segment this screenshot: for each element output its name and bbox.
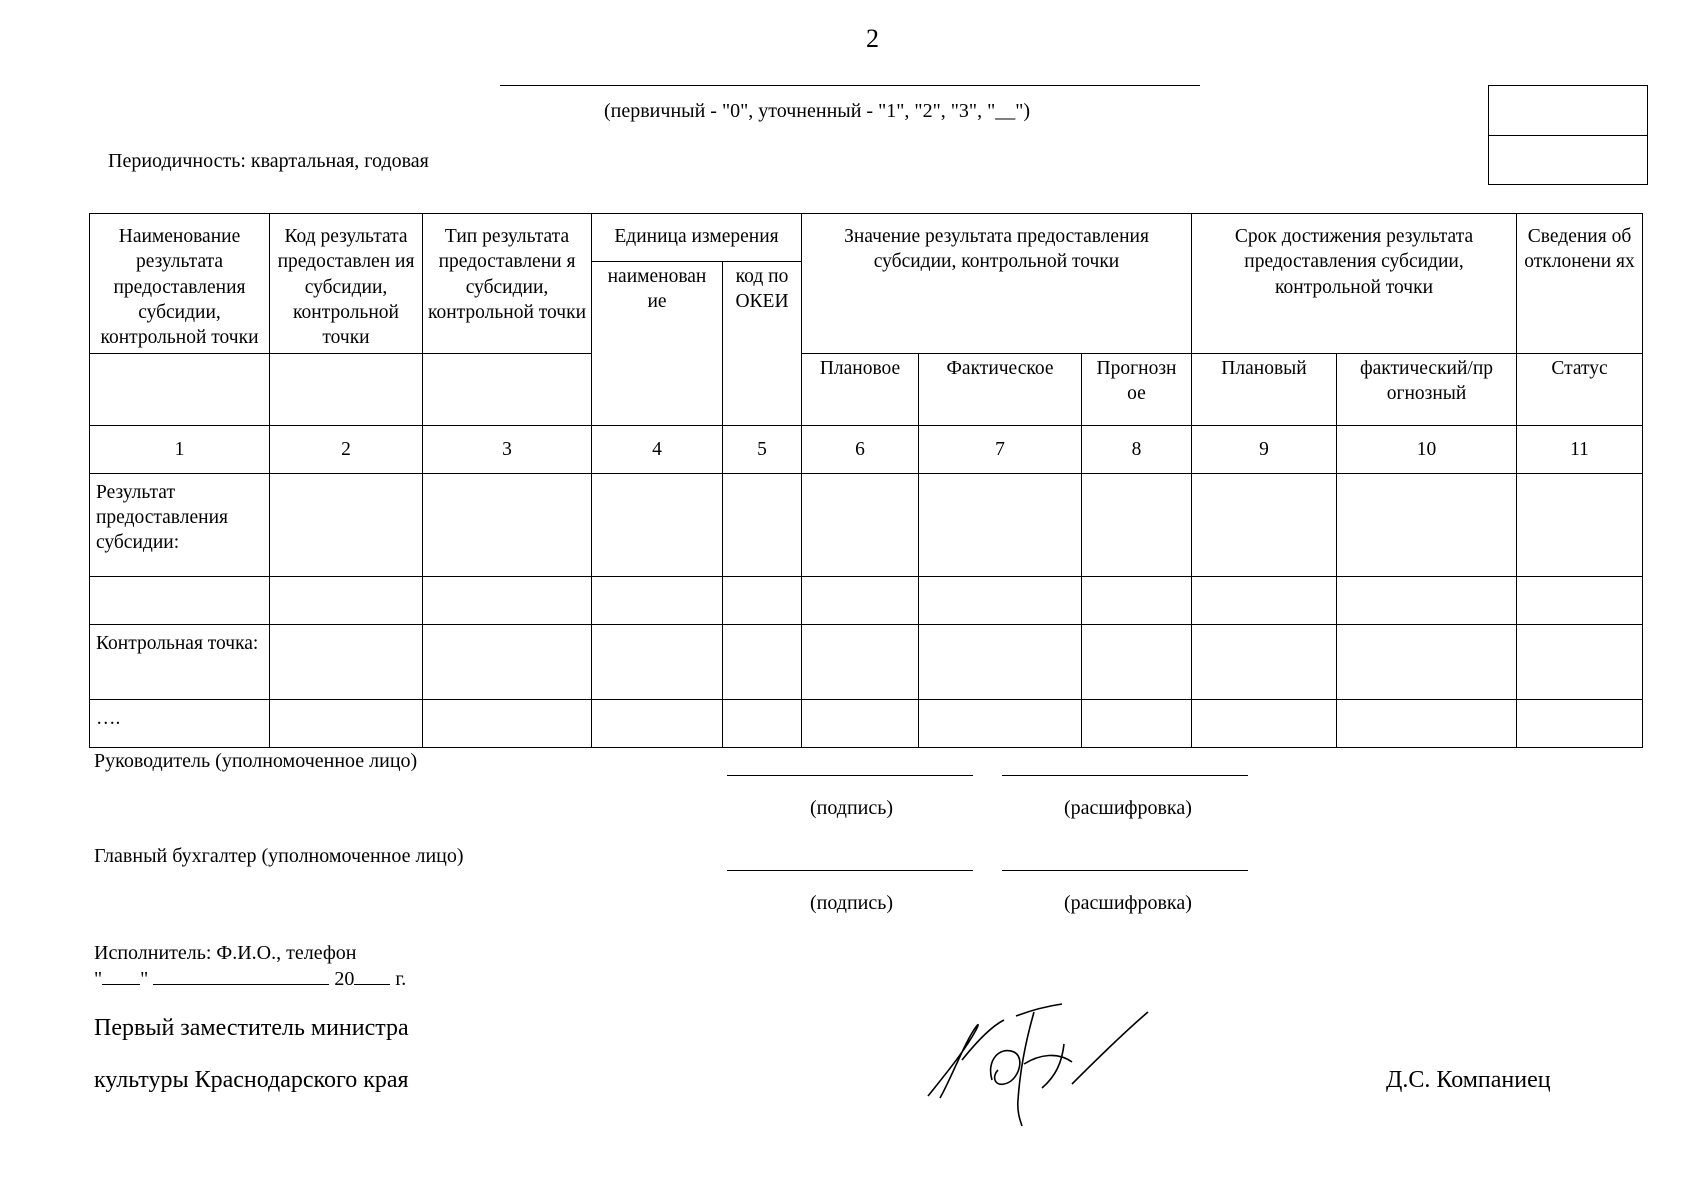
accountant-signature-caption: (подпись) [810, 892, 894, 914]
form-title-line [500, 85, 1200, 86]
header-unit-okei: код по ОКЕИ [723, 262, 802, 426]
header-value-planned: Плановое [802, 353, 919, 425]
column-number: 3 [423, 425, 592, 473]
table-cell [1082, 699, 1192, 747]
row-label-result: Результат предоставления субсидии: [90, 473, 270, 576]
table-cell [1517, 473, 1643, 576]
table-cell [1192, 473, 1337, 576]
table-cell [919, 473, 1082, 576]
table-cell [1192, 699, 1337, 747]
accountant-signature-line [727, 870, 973, 871]
header-deviation: Сведения об отклонени ях [1517, 214, 1643, 354]
column-number: 10 [1337, 425, 1517, 473]
table-cell [1517, 624, 1643, 699]
header-blank [423, 353, 592, 425]
header-deviation-status: Статус [1517, 353, 1643, 425]
table-cell [802, 576, 919, 624]
date-year-suffix: г. [395, 968, 407, 990]
header-deadline-actual: фактический/пр огнозный [1337, 353, 1517, 425]
table-cell [1082, 473, 1192, 576]
table-cell [592, 473, 723, 576]
code-cell [1489, 135, 1647, 184]
table-cell [723, 699, 802, 747]
column-number: 2 [270, 425, 423, 473]
table-cell [270, 624, 423, 699]
table-cell [1337, 576, 1517, 624]
date-month-blank [153, 966, 329, 985]
table-cell [270, 699, 423, 747]
table-cell [802, 699, 919, 747]
row-label-more: …. [90, 699, 270, 747]
accountant-decoding-line [1002, 870, 1248, 871]
table-cell [1517, 699, 1643, 747]
table-cell [1192, 624, 1337, 699]
head-decoding-caption: (расшифровка) [1064, 797, 1192, 819]
head-signature-line [727, 775, 973, 776]
position-line-2: культуры Краснодарского края [94, 1067, 409, 1093]
executor-label: Исполнитель: Ф.И.О., телефон [94, 942, 357, 964]
column-number: 6 [802, 425, 919, 473]
header-blank [270, 353, 423, 425]
accountant-decoding-caption: (расшифровка) [1064, 892, 1192, 914]
version-note: (первичный - "0", уточненный - "1", "2", "3", "__") [604, 100, 1031, 122]
table-row [90, 624, 1643, 699]
table-cell [423, 576, 592, 624]
header-name: Наименование результата предоставления субсидии, контрольной точки [90, 214, 270, 354]
signer-name: Д.С. Компаниец [1386, 1067, 1551, 1093]
date-year-prefix: 20 [334, 968, 355, 990]
header-value-actual: Фактическое [919, 353, 1082, 425]
table-cell [723, 624, 802, 699]
column-number: 1 [90, 425, 270, 473]
column-number: 11 [1517, 425, 1643, 473]
periodicity-label: Периодичность: квартальная, годовая [108, 150, 429, 172]
header-deadline: Срок достижения результата предоставления субсидии, контрольной точки [1192, 214, 1517, 354]
table-cell [1337, 699, 1517, 747]
table-cell [1082, 576, 1192, 624]
header-unit: Единица измерения [592, 214, 802, 262]
table-cell [90, 576, 270, 624]
table-row [90, 699, 1643, 747]
table-row [90, 576, 1643, 624]
column-number: 5 [723, 425, 802, 473]
table-cell [270, 576, 423, 624]
header-deadline-planned: Плановый [1192, 353, 1337, 425]
date-day-blank [102, 966, 140, 985]
executor-block [94, 940, 406, 992]
date-line: " " 20 г. [94, 968, 407, 990]
header-value-forecast: Прогнозн ое [1082, 353, 1192, 425]
table-cell [592, 699, 723, 747]
table-row [90, 473, 1643, 576]
table-cell [592, 576, 723, 624]
head-signature-caption: (подпись) [810, 797, 894, 819]
column-number: 9 [1192, 425, 1337, 473]
table-cell [1337, 473, 1517, 576]
accountant-label: Главный бухгалтер (уполномоченное лицо) [94, 845, 464, 867]
table-cell [802, 473, 919, 576]
column-number: 8 [1082, 425, 1192, 473]
page-number: 2 [866, 24, 879, 53]
table-cell [1192, 576, 1337, 624]
codes-box [1488, 85, 1648, 185]
header-type: Тип результата предоставлени я субсидии, контрольной точки [423, 214, 592, 354]
column-number-row [90, 425, 1643, 473]
table-cell [723, 576, 802, 624]
table-cell [1517, 576, 1643, 624]
table-cell [1082, 624, 1192, 699]
header-value: Значение результата предоставления субсидии, контрольной точки [802, 214, 1192, 354]
table-cell [423, 699, 592, 747]
column-number: 7 [919, 425, 1082, 473]
table-cell [1337, 624, 1517, 699]
column-number: 4 [592, 425, 723, 473]
table-cell [270, 473, 423, 576]
header-code: Код результата предоставлен ия субсидии, контрольной точки [270, 214, 423, 354]
table-cell [592, 624, 723, 699]
position-line-1: Первый заместитель министра [94, 1015, 409, 1041]
table-cell [919, 576, 1082, 624]
report-table [89, 213, 1643, 748]
table-cell [423, 624, 592, 699]
code-cell [1489, 86, 1647, 135]
header-blank [90, 353, 270, 425]
date-year-blank [354, 966, 390, 985]
table-cell [723, 473, 802, 576]
row-label-control: Контрольная точка: [90, 624, 270, 699]
handwritten-signature [922, 1000, 1162, 1130]
head-decoding-line [1002, 775, 1248, 776]
head-label: Руководитель (уполномоченное лицо) [94, 750, 418, 772]
table-cell [919, 699, 1082, 747]
table-cell [802, 624, 919, 699]
table-cell [919, 624, 1082, 699]
table-cell [423, 473, 592, 576]
header-unit-name: наименован ие [592, 262, 723, 426]
